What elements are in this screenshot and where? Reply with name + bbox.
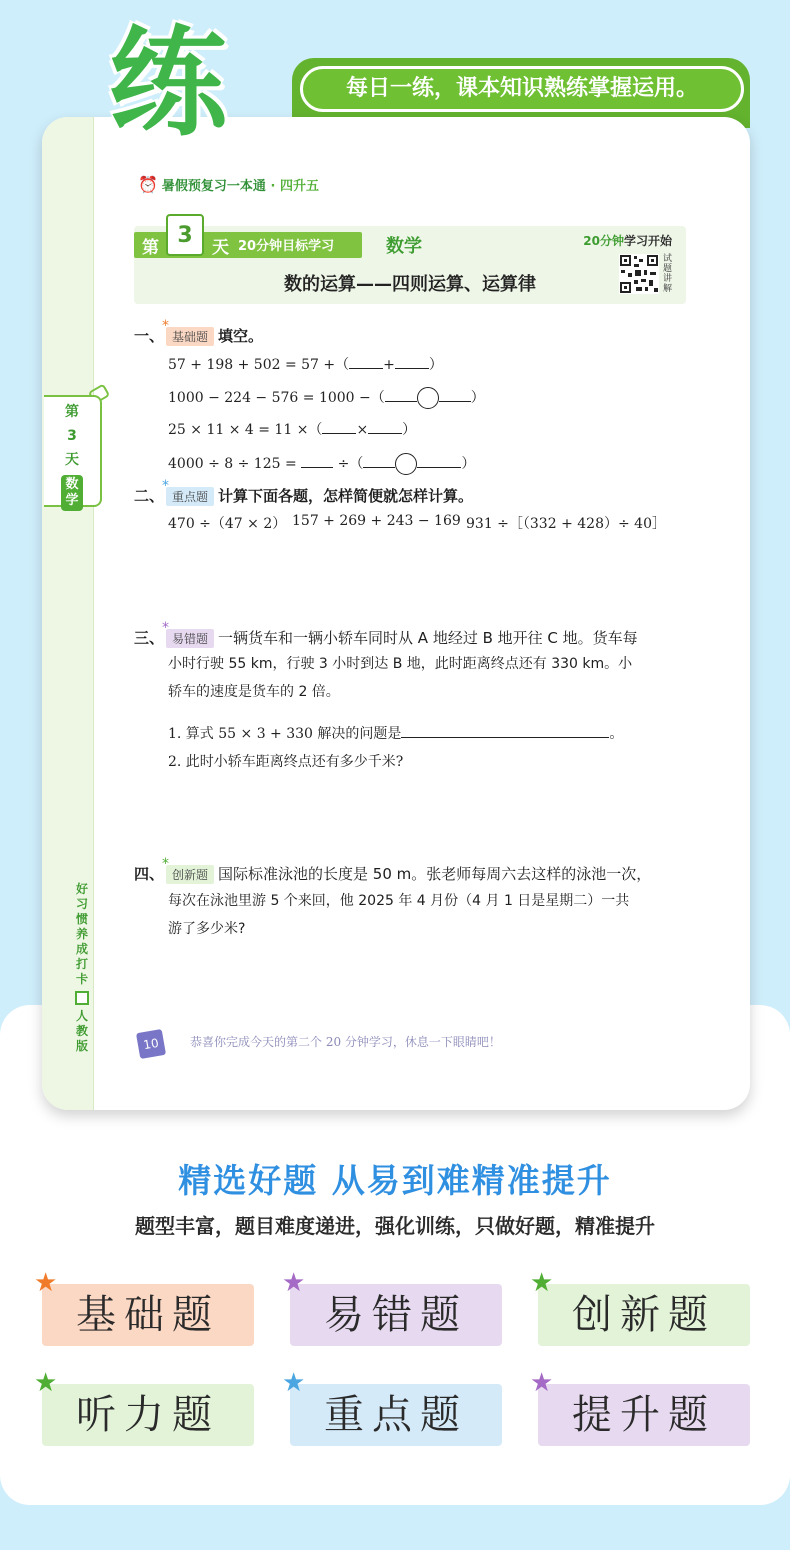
timer-text: 学习开始: [623, 234, 672, 248]
side-day-num: 3: [67, 428, 77, 444]
chip-label: 听力题: [76, 1392, 220, 1438]
expr-text: ）: [461, 456, 476, 472]
expr-op: ×: [356, 422, 369, 438]
star-icon: ★: [282, 1268, 306, 1298]
answer-blank[interactable]: [385, 388, 417, 402]
answer-blank[interactable]: [363, 454, 395, 468]
slogan-banner: 每日一练，课本知识熟练掌握运用。: [300, 66, 744, 112]
question-4-header: [134, 863, 651, 884]
answer-blank[interactable]: [417, 454, 461, 468]
habit-char: 卡: [75, 972, 88, 986]
q3-sub-1: [168, 723, 623, 743]
side-day-tab: [44, 395, 102, 507]
habit-checkin-label: [72, 882, 92, 1054]
answer-blank[interactable]: [301, 454, 333, 468]
lesson-subject: 数学: [386, 236, 422, 257]
question-title: 填空。: [218, 327, 264, 345]
q1-line-2: [168, 387, 485, 409]
expr-text: 57 + 198 + 502 = 57 +（: [168, 357, 350, 373]
brand-grade: 四升五: [279, 179, 319, 194]
answer-blank[interactable]: [439, 388, 471, 402]
lesson-header: [134, 223, 686, 304]
day-label-1: 第: [142, 238, 159, 258]
chip-label: 基础题: [76, 1292, 220, 1338]
star-icon: ★: [530, 1268, 554, 1298]
chip-key: [282, 1368, 502, 1446]
habit-char: 养: [75, 927, 88, 941]
basic-tag: * 基础题: [166, 327, 214, 346]
question-number: 四、: [134, 865, 165, 883]
q1-line-3: [168, 419, 416, 439]
question-2-header: [134, 485, 473, 506]
innovative-tag: * 创新题: [166, 865, 214, 884]
q3-text-3: 轿车的速度是货车的 2 倍。: [168, 684, 340, 700]
chip-label: 易错题: [324, 1292, 468, 1338]
chip-label: 重点题: [324, 1392, 468, 1438]
q3-sub-2: 2. 此时小轿车距离终点还有多少千米?: [168, 754, 404, 770]
q2-expr-3: 931 ÷［（332 + 428）÷ 40］: [466, 516, 666, 532]
expr-text: ）: [470, 390, 485, 406]
key-tag: * 重点题: [166, 487, 214, 506]
workbook-page: [42, 117, 750, 1110]
checkin-checkbox[interactable]: [75, 991, 89, 1005]
expr-text: ）: [402, 422, 417, 438]
operator-circle[interactable]: [417, 387, 439, 409]
question-3-header: [134, 627, 638, 648]
target-study-label: 20分钟目标学习: [238, 239, 335, 254]
habit-char: 惯: [75, 912, 88, 926]
brand-name: 暑假预复习一本通: [161, 179, 266, 194]
q3-text-2: 小时行驶 55 km，行驶 3 小时到达 B 地，此时距离终点还有 330 km。小: [168, 656, 633, 672]
alarm-clock-icon: ⏰: [138, 175, 158, 194]
edition-char: 版: [75, 1039, 88, 1053]
side-day-suffix: 天: [65, 452, 79, 468]
star-icon: ★: [34, 1368, 58, 1398]
question-title: 计算下面各题，怎样简便就怎样计算。: [218, 487, 474, 505]
calendar-icon: 3: [166, 214, 204, 256]
answer-blank[interactable]: [349, 355, 383, 369]
q4-text-3: 游了多少米?: [168, 921, 246, 937]
answer-blank[interactable]: [322, 420, 356, 434]
chip-error-prone: [282, 1268, 502, 1346]
question-text: 国际标准泳池的长度是 50 m。张老师每周六去这样的泳池一次，: [218, 865, 652, 883]
star-icon: ★: [34, 1268, 58, 1298]
chip-label: 提升题: [572, 1392, 716, 1438]
question-number: 一、: [134, 327, 165, 345]
expr-text: 4000 ÷ 8 ÷ 125 =: [168, 456, 297, 472]
sub-question-end: 。: [609, 726, 624, 742]
side-day-prefix: 第: [65, 404, 79, 420]
lesson-title: 数的运算——四则运算、运算律: [284, 274, 536, 295]
sub-question-text: 1. 算式 55 × 3 + 330 解决的问题是: [168, 726, 402, 742]
operator-circle[interactable]: [395, 453, 417, 475]
expr-op: +: [383, 357, 395, 373]
answer-line[interactable]: [401, 724, 609, 738]
q1-line-1: [168, 354, 443, 374]
question-text: 一辆货车和一辆小轿车同时从 A 地经过 B 地开往 C 地。货车每: [218, 629, 638, 647]
chip-basic: [34, 1268, 254, 1346]
answer-blank[interactable]: [368, 420, 402, 434]
brand-header: [138, 175, 319, 194]
timer-num: 20分钟: [583, 234, 624, 248]
rest-eyes-note: 恭喜你完成今天的第二个 20 分钟学习，休息一下眼睛吧！: [190, 1035, 501, 1049]
question-number: 二、: [134, 487, 165, 505]
answer-blank[interactable]: [395, 355, 429, 369]
star-icon: ★: [282, 1368, 306, 1398]
expr-text: ）: [428, 357, 443, 373]
expr-text: 1000 − 224 − 576 = 1000 −（: [168, 390, 385, 406]
habit-char: 成: [75, 942, 88, 956]
day-label-2: 天: [212, 238, 229, 258]
edition-char: 教: [75, 1024, 88, 1038]
chip-advanced: [530, 1368, 750, 1446]
side-subject: 数学: [61, 475, 83, 511]
habit-char: 好: [75, 882, 88, 896]
hero-practice-char: 练: [108, 14, 227, 152]
question-number: 三、: [134, 629, 165, 647]
timer-label: [583, 232, 672, 249]
section-title: 精选好题 从易到难精准提升: [178, 1161, 612, 1200]
q1-line-4: [168, 453, 475, 475]
star-icon: ★: [530, 1368, 554, 1398]
brand-dot: ·: [270, 179, 276, 194]
q2-expr-1: 470 ÷（47 × 2）: [168, 516, 287, 532]
habit-char: 习: [75, 897, 88, 911]
habit-char: 打: [75, 957, 88, 971]
expr-text: 25 × 11 × 4 = 11 ×（: [168, 422, 323, 438]
qr-label: 试题讲解: [663, 254, 673, 294]
error-prone-tag: * 易错题: [166, 629, 214, 648]
question-1-header: [134, 325, 263, 346]
book-icon: 10: [136, 1029, 166, 1059]
q4-text-2: 每次在泳池里游 5 个来回，他 2025 年 4 月份（4 月 1 日是星期二）一共: [168, 893, 630, 909]
section-subtitle: 题型丰富，题目难度递进，强化训练，只做好题，精准提升: [135, 1214, 655, 1238]
chip-innovative: [530, 1268, 750, 1346]
expr-op: ÷（: [337, 456, 364, 472]
q2-expr-2: 157 + 269 + 243 − 169: [292, 513, 461, 529]
edition-char: 人: [75, 1009, 88, 1023]
chip-listening: [34, 1368, 254, 1446]
chip-label: 创新题: [572, 1292, 716, 1338]
